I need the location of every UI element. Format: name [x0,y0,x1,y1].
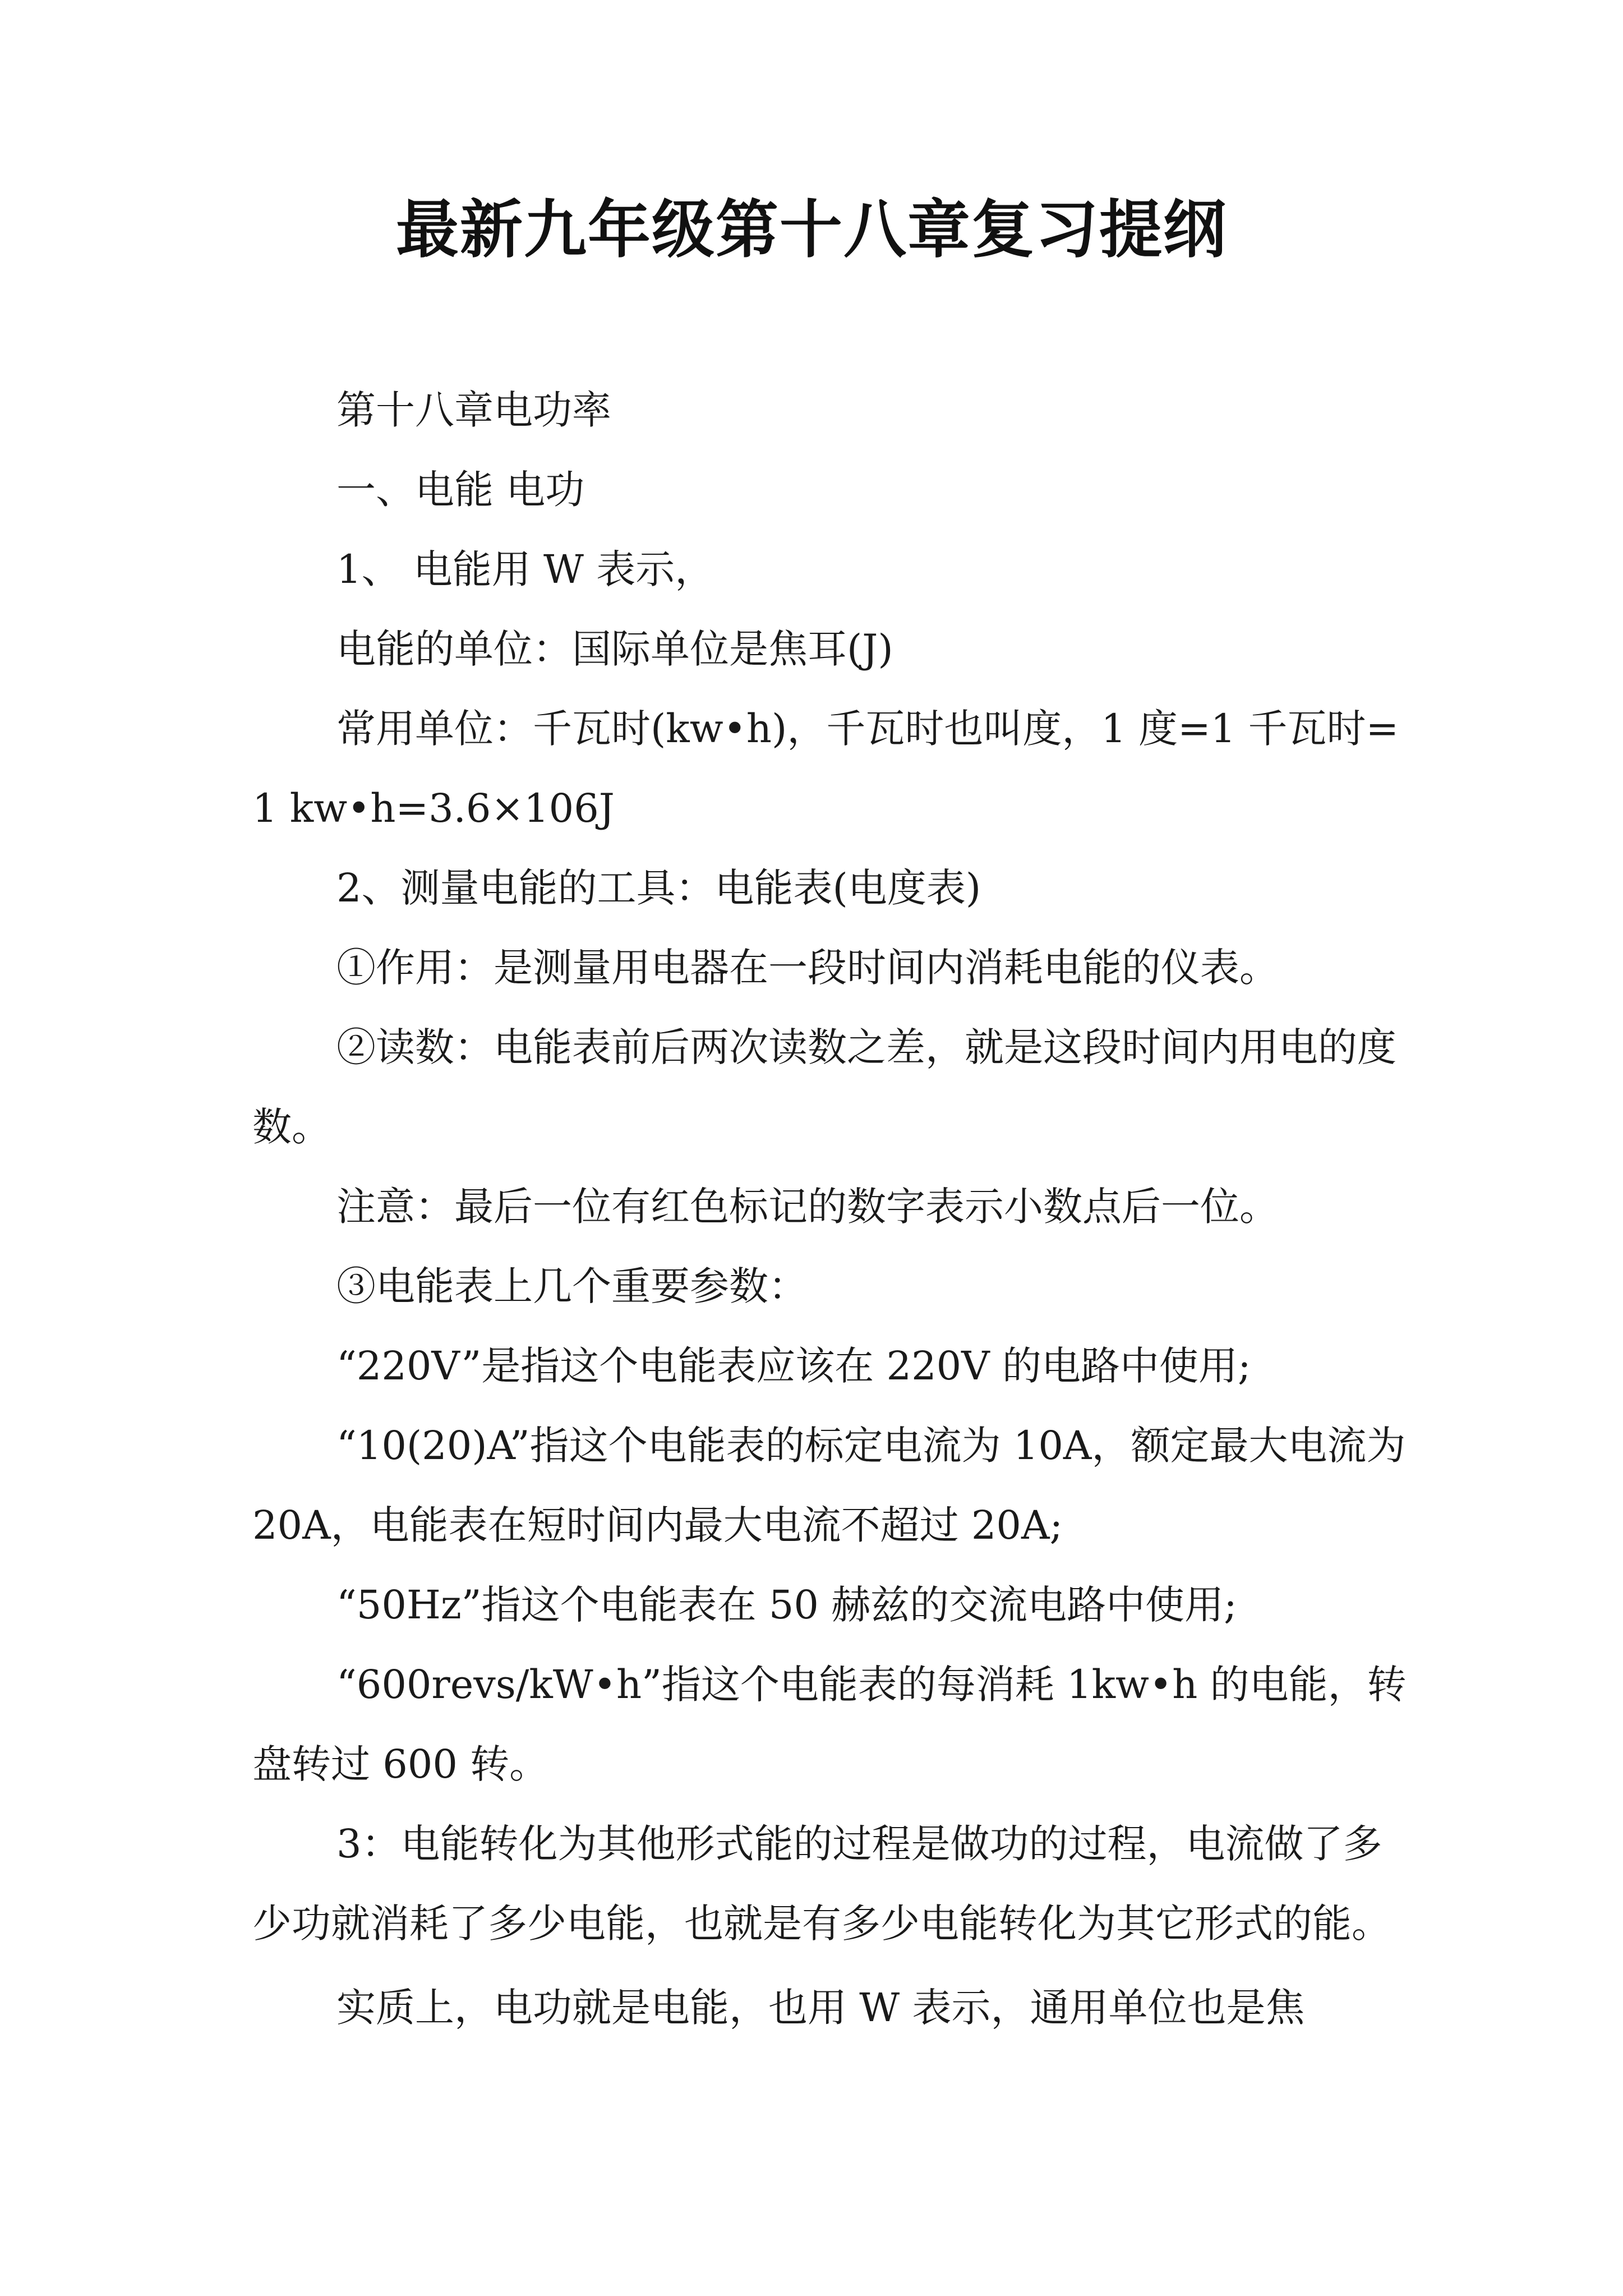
paragraph: “50Hz”指这个电能表在 50 赫兹的交流电路中使用; [336,1582,1237,1628]
paragraph: 电能的单位：国际单位是焦耳(J) [336,626,893,672]
paragraph: 2、测量电能的工具：电能表(电度表) [336,865,981,911]
paragraph: 注意：最后一位有红色标记的数字表示小数点后一位。 [336,1184,1279,1230]
paragraph: 一、电能 电功 [336,467,585,513]
paragraph: ③电能表上几个重要参数： [336,1263,808,1309]
paragraph: 常用单位：千瓦时(kw•h)，千瓦时也叫度，1 度=1 千瓦时=1 kw•h=3.6×106J [252,706,1399,831]
paragraph: ①作用：是测量用电器在一段时间内消耗电能的仪表。 [336,945,1279,991]
paragraph: 实质上，电功就是电能，也用 W 表示，通用单位也是焦 [336,1985,1305,2031]
paragraph: “220V”是指这个电能表应该在 220V 的电路中使用; [336,1343,1251,1389]
paragraph: ②读数：电能表前后两次读数之差，就是这段时间内用电的度数。 [252,1024,1396,1150]
document-title: 最新九年级第十八章复习提纲 [396,193,1227,266]
paragraph: “600revs/kW•h”指这个电能表的每消耗 1kw•h 的电能，转盘转过 600 转。 [252,1662,1407,1787]
paragraph: “10(20)A”指这个电能表的标定电流为 10A，额定最大电流为 20A，电能表在短时间内最大电流不超过 20A; [252,1423,1406,1548]
document-body [252,370,1408,2047]
paragraph: 1、 电能用 W 表示， [336,546,714,592]
paragraph: 第十八章电功率 [336,387,611,433]
paragraph: 3：电能转化为其他形式能的过程是做功的过程，电流做了多少功就消耗了多少电能，也就是有多少电能转化为其它形式的能。 [252,1821,1391,1947]
